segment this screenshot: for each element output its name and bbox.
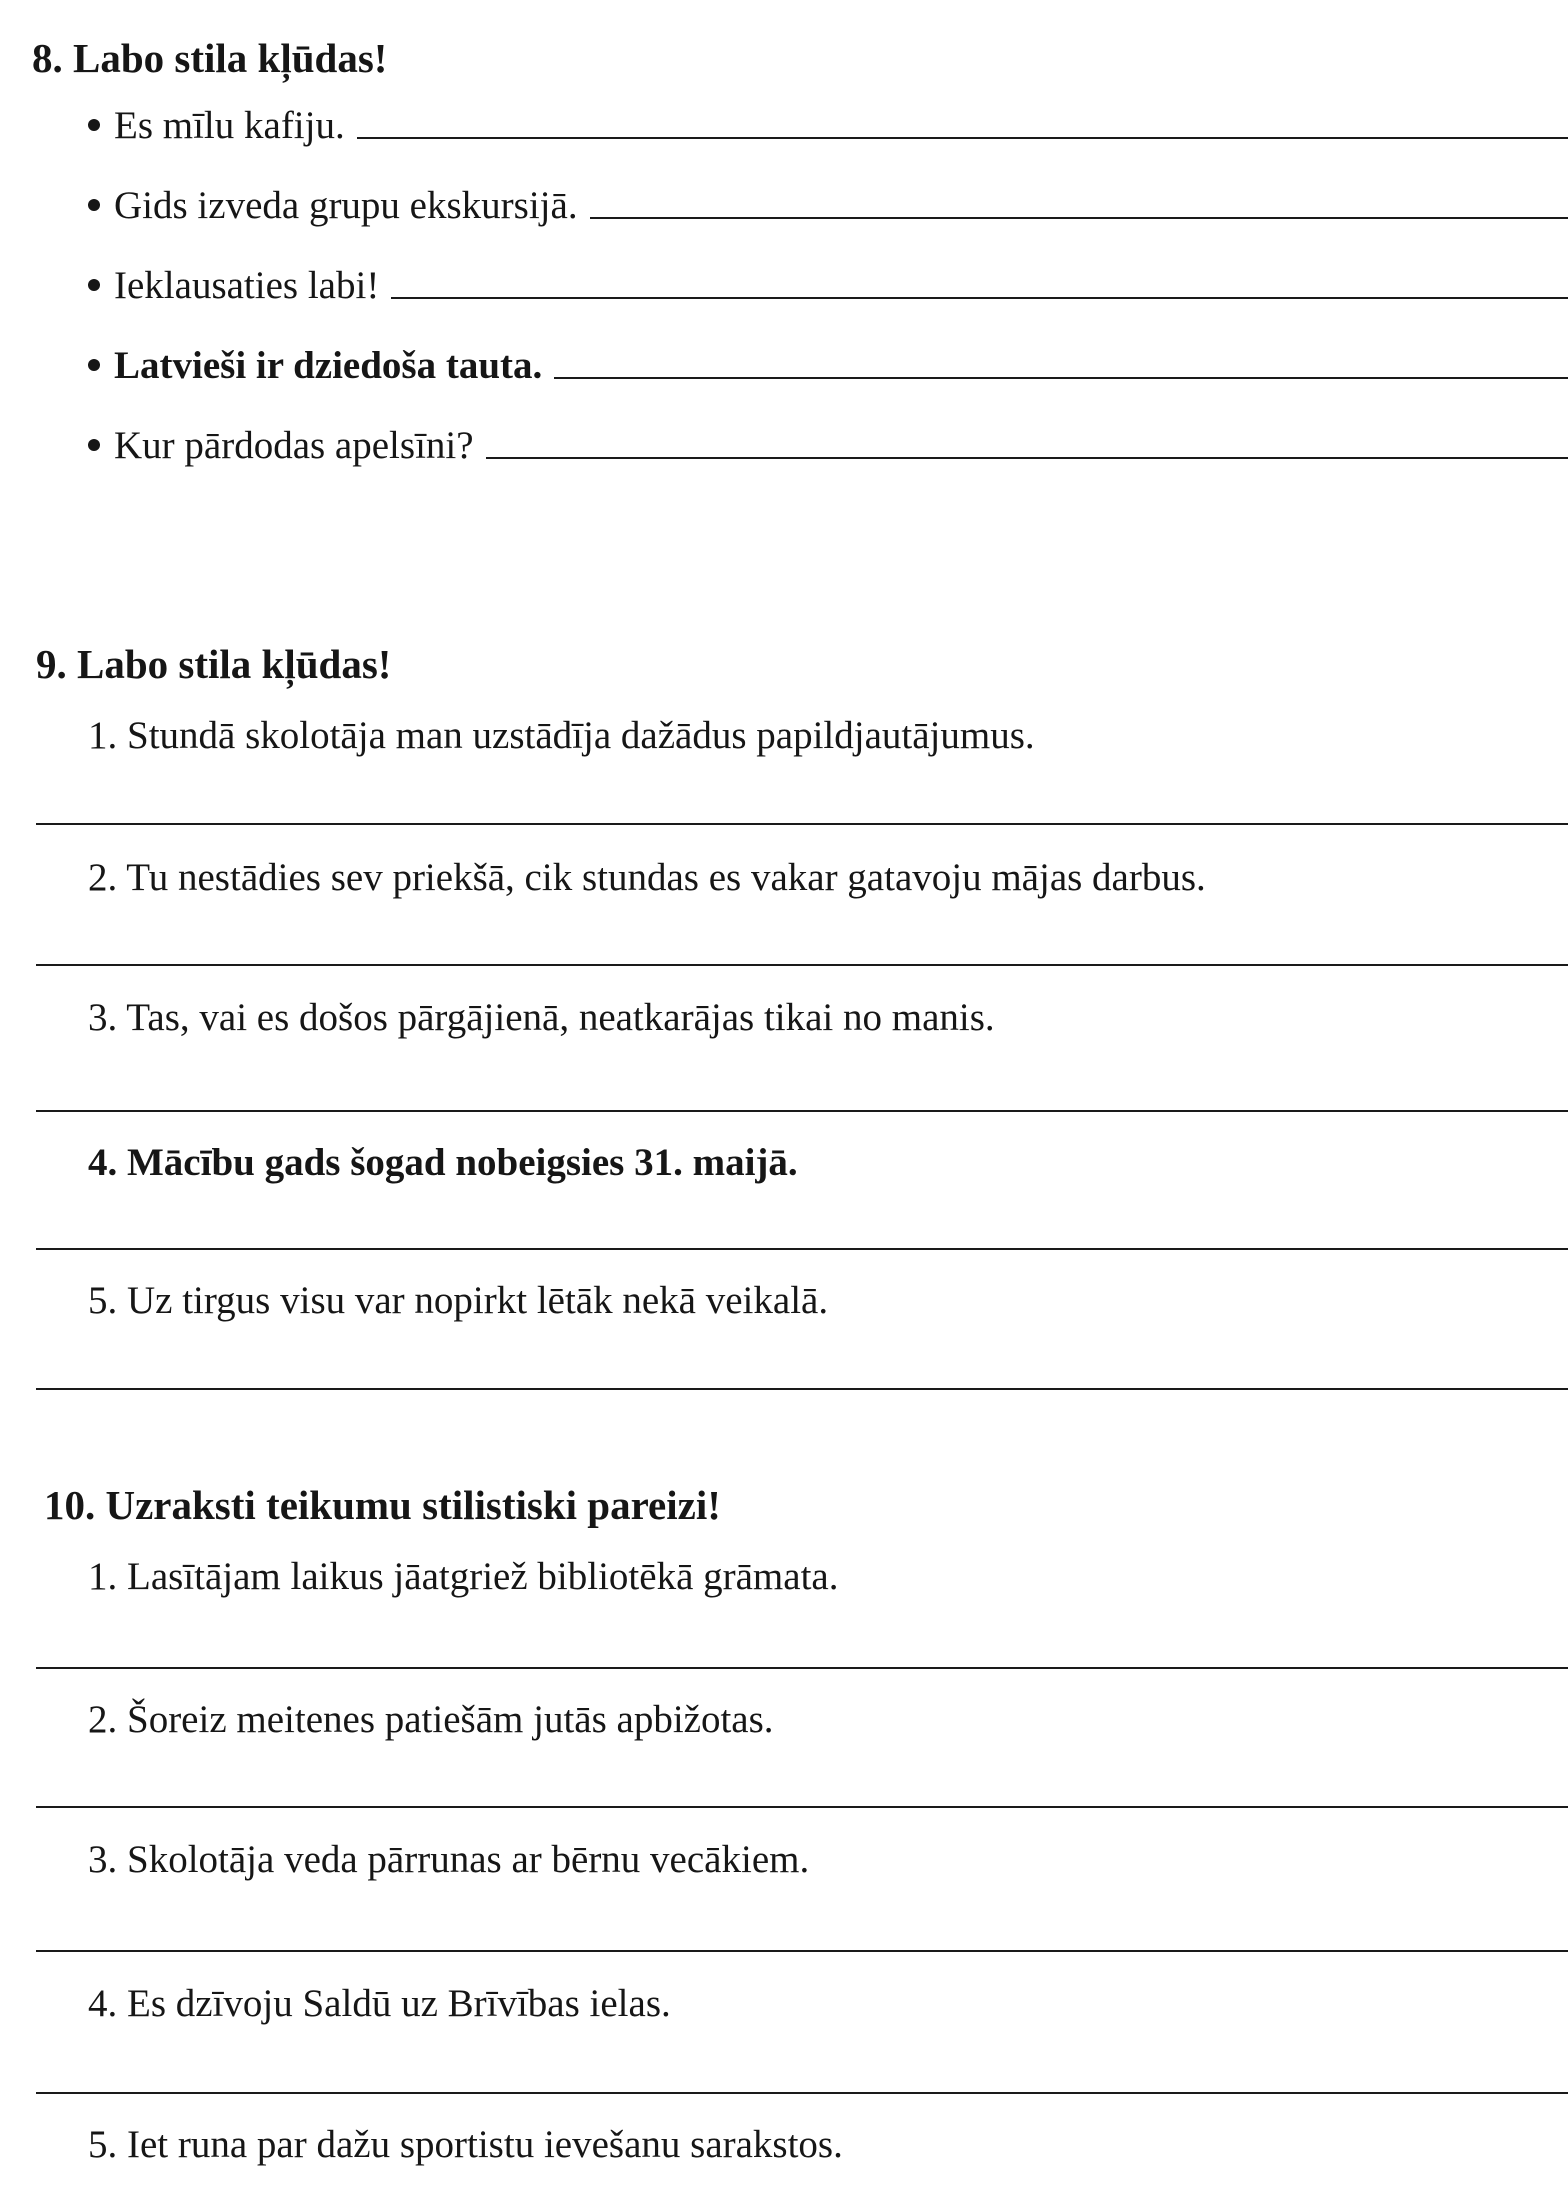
exercise-8-item-text: Kur pārdodas apelsīni?: [114, 424, 474, 467]
exercise-10-item: 2. Šoreiz meitenes patiešām jutās apbižotas.: [88, 1698, 774, 1741]
bullet-icon: [88, 199, 100, 211]
answer-line[interactable]: [391, 297, 1568, 299]
exercise-9-item: 3. Tas, vai es došos pārgājienā, neatkarājas tikai no manis.: [88, 996, 995, 1039]
exercise-10-item: 5. Iet runa par dažu sportistu ievešanu sarakstos.: [88, 2123, 843, 2166]
bullet-icon: [88, 359, 100, 371]
answer-line[interactable]: [36, 1248, 1568, 1250]
answer-line[interactable]: [590, 217, 1568, 219]
answer-line[interactable]: [36, 1950, 1568, 1952]
exercise-10-heading: 10. Uzraksti teikumu stilistiski pareizi!: [44, 1482, 721, 1528]
exercise-8-item: [88, 255, 1568, 305]
answer-line[interactable]: [36, 964, 1568, 966]
exercise-8-item-text: Es mīlu kafiju.: [114, 104, 345, 147]
answer-line[interactable]: [36, 823, 1568, 825]
bullet-icon: [88, 279, 100, 291]
exercise-10-item: 3. Skolotāja veda pārrunas ar bērnu vecākiem.: [88, 1838, 810, 1881]
exercise-9-item: 5. Uz tirgus visu var nopirkt lētāk nekā veikalā.: [88, 1279, 829, 1322]
answer-line[interactable]: [357, 137, 1568, 139]
bullet-icon: [88, 439, 100, 451]
answer-line[interactable]: [36, 1110, 1568, 1112]
exercise-9-heading: 9. Labo stila kļūdas!: [36, 641, 392, 687]
answer-line[interactable]: [486, 457, 1568, 459]
answer-line[interactable]: [36, 1667, 1568, 1669]
exercise-8-heading: 8. Labo stila kļūdas!: [32, 35, 388, 81]
exercise-10-item: 1. Lasītājam laikus jāatgriež bibliotēkā grāmata.: [88, 1555, 839, 1598]
answer-line[interactable]: [554, 377, 1568, 379]
exercise-8-item-text: Ieklausaties labi!: [114, 264, 380, 307]
exercise-10-item: 4. Es dzīvoju Saldū uz Brīvības ielas.: [88, 1982, 671, 2025]
exercise-8-item: [88, 175, 1568, 225]
exercise-8-item-text: Latvieši ir dziedoša tauta.: [114, 344, 543, 387]
exercise-8-item: [88, 95, 1568, 145]
bullet-icon: [88, 119, 100, 131]
exercise-9-item: 4. Mācību gads šogad nobeigsies 31. maijā.: [88, 1141, 798, 1184]
exercise-8-item-text: Gids izveda grupu ekskursijā.: [114, 184, 578, 227]
answer-line[interactable]: [36, 2092, 1568, 2094]
answer-line[interactable]: [36, 1806, 1568, 1808]
exercise-9-item: 2. Tu nestādies sev priekšā, cik stundas es vakar gatavoju mājas darbus.: [88, 856, 1206, 899]
exercise-8-item: [88, 335, 1568, 385]
answer-line[interactable]: [36, 1388, 1568, 1390]
exercise-9-item: 1. Stundā skolotāja man uzstādīja dažādus papildjautājumus.: [88, 714, 1035, 757]
exercise-8-item: [88, 415, 1568, 465]
